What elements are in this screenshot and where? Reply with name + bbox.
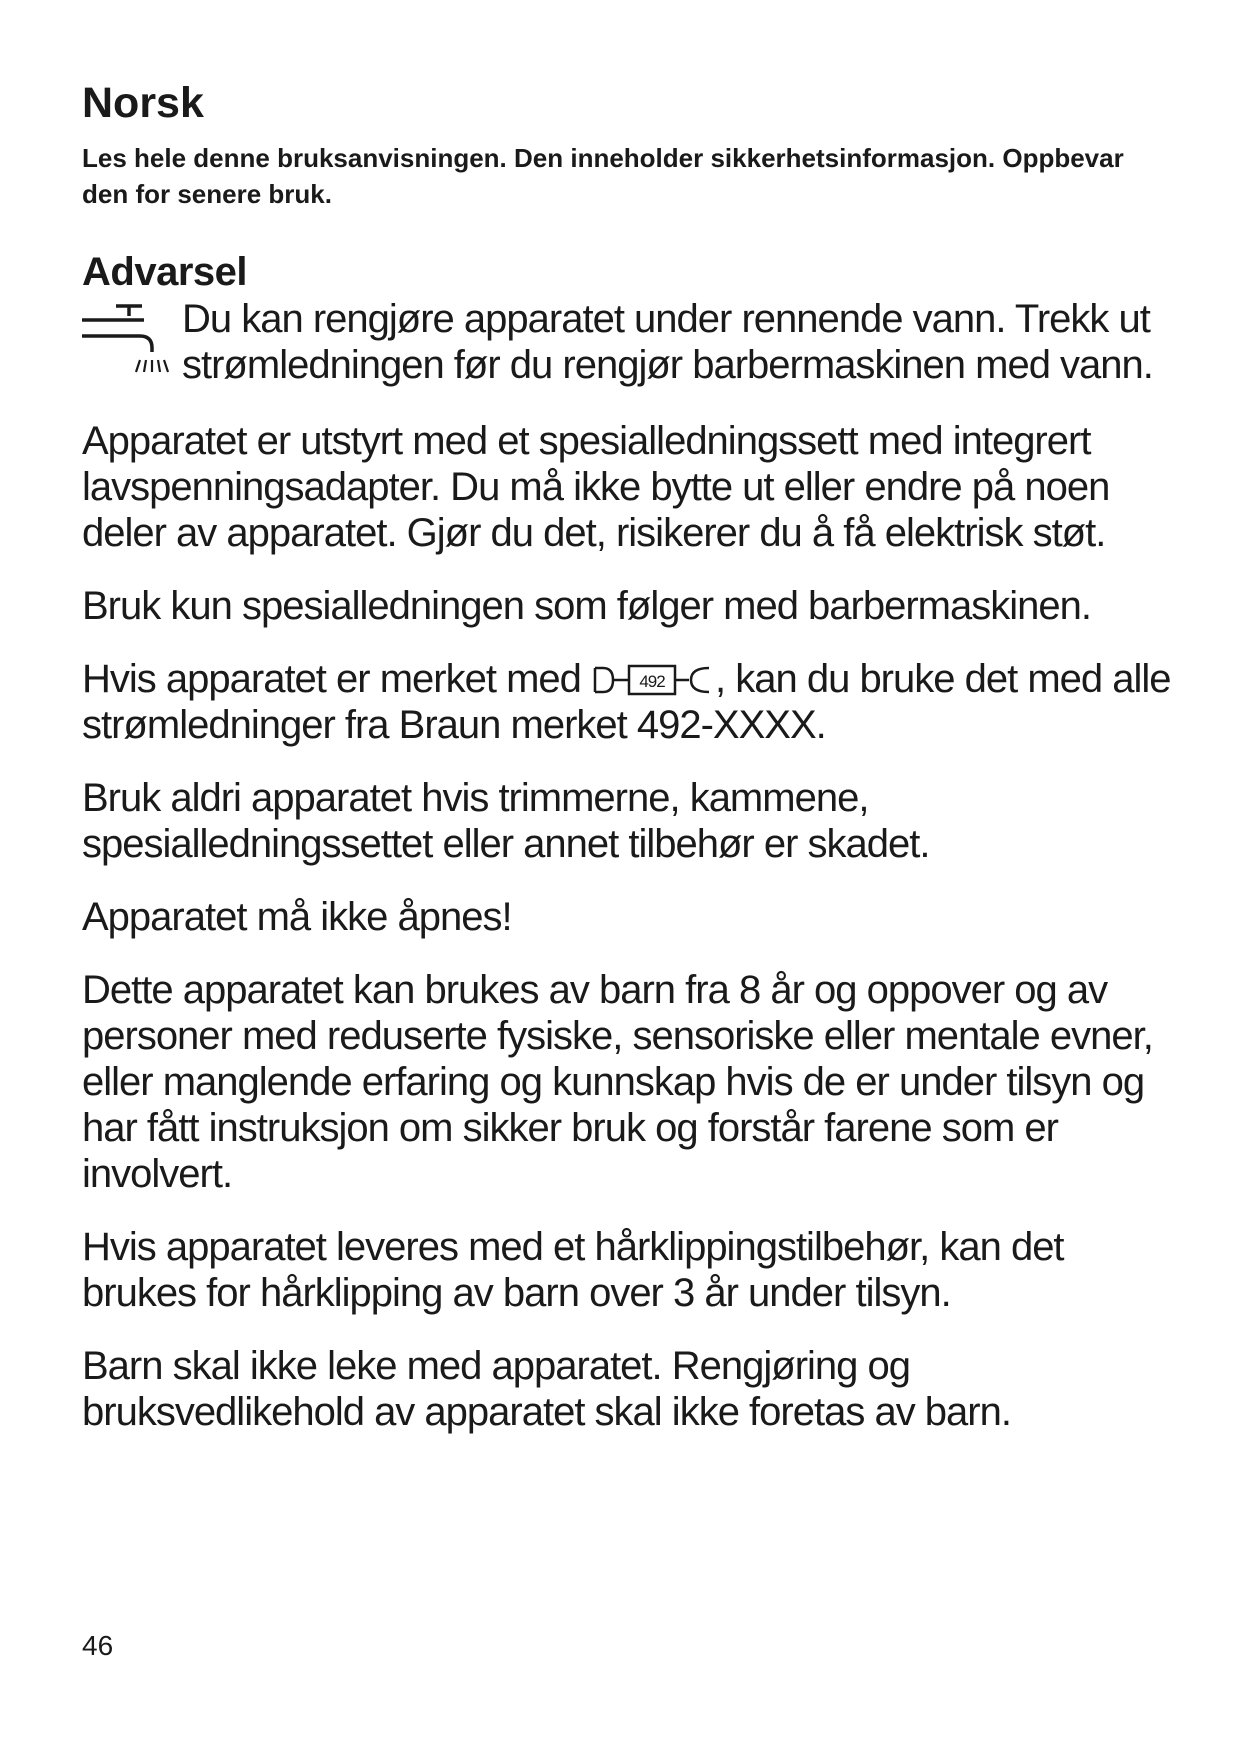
warning-text: Du kan rengjøre apparatet under rennende vann. Trekk ut strømledningen før du rengjør barbermaskinen med vann. — [182, 297, 1153, 388]
paragraph-special-cord: Bruk kun spesialledningen som følger med barbermaskinen. — [82, 584, 1091, 629]
paragraph-marking — [82, 656, 1172, 748]
plug-symbol-label: 492 — [639, 672, 665, 692]
marking-text-after: , kan du bruke det med alle strømledninger fra Braun merket 492-XXXX. — [82, 657, 1171, 748]
warning-title: Advarsel — [82, 250, 247, 295]
manual-page — [82, 80, 1172, 1462]
warning-block — [82, 296, 1172, 390]
paragraph-children-play: Barn skal ikke leke med apparatet. Rengjøring og bruksvedlikehold av apparatet skal ikke foretas av barn. — [82, 1344, 1011, 1435]
marking-text-before: Hvis apparatet er merket med — [82, 657, 581, 702]
paragraph-adapter: Apparatet er utstyrt med et spesialledningssett med integrert lavspenningsadapter. Du må ikke bytte ut eller endre på noen deler av apparatet. Gjør du det, risikerer du å få elektrisk støt. — [82, 419, 1110, 556]
paragraph-hair-clipping: Hvis apparatet leveres med et hårklippingstilbehør, kan det brukes for hårklipping av barn over 3 år under tilsyn. — [82, 1225, 1064, 1316]
paragraph-do-not-open: Apparatet må ikke åpnes! — [82, 895, 512, 940]
language-title: Norsk — [82, 79, 204, 127]
intro-text: Les hele denne bruksanvisningen. Den inneholder sikkerhetsinformasjon. Oppbevar den for senere bruk. — [82, 143, 1124, 209]
page-number: 46 — [82, 1630, 114, 1661]
running-water-tap-icon — [82, 300, 182, 390]
paragraph-children-usage: Dette apparatet kan brukes av barn fra 8 år og oppover og av personer med reduserte fysiske, sensoriske eller mentale evner, eller manglende erfaring og kunnskap hvis de er under tilsyn og har fått instruksjon om sikker bruk og forstår farene som er involvert. — [82, 968, 1153, 1197]
plug-492-icon — [591, 660, 715, 700]
paragraph-damaged: Bruk aldri apparatet hvis trimmerne, kammene, spesialledningssettet eller annet tilbehør er skadet. — [82, 776, 930, 867]
